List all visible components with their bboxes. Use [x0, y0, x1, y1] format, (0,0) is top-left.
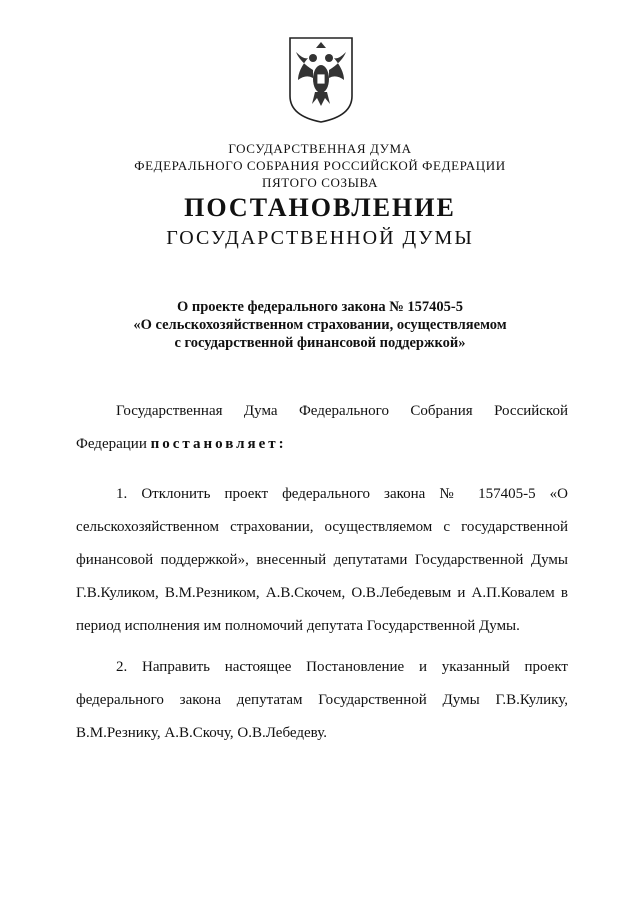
- item-1-paragraph: [76, 478, 568, 643]
- header-line-1: ГОСУДАРСТВЕННАЯ ДУМА: [228, 141, 412, 156]
- project-line-3: с государственной финансовой поддержкой»: [174, 335, 466, 351]
- project-heading: [0, 298, 640, 352]
- item2-line-1: 2. Направить настоящее Постановление и указанный проект: [116, 659, 568, 675]
- item2-line-3: В.М.Резнику, А.В.Скочу, О.В.Лебедеву.: [76, 725, 327, 741]
- intro-verb: постановляет:: [150, 436, 287, 452]
- project-line-1: О проекте федерального закона № 157405-5: [176, 299, 464, 315]
- intro-subject: Федерации: [76, 436, 147, 452]
- issuer-header: [0, 140, 640, 191]
- document-title: ПОСТАНОВЛЕНИЕ: [184, 193, 456, 222]
- intro-line-1: Государственная Дума Федерального Собрания Российской: [116, 403, 568, 419]
- item1-line-3: финансовой поддержкой», внесенный депутатами Государственной Думы: [76, 552, 568, 568]
- item1-line-5: период исполнения им полномочий депутата Государственной Думы.: [76, 618, 520, 634]
- project-line-2: «О сельскохозяйственном страховании, осуществляемом: [133, 317, 507, 333]
- header-line-3: ПЯТОГО СОЗЫВА: [262, 175, 378, 190]
- item-2-paragraph: [76, 651, 568, 750]
- intro-paragraph: [76, 395, 568, 461]
- item1-line-2: сельскохозяйственном страховании, осуществляемом с государственной: [76, 519, 568, 535]
- item2-line-2: федерального закона депутатам Государственной Думы Г.В.Кулику,: [76, 692, 568, 708]
- document-subtitle: ГОСУДАРСТВЕННОЙ ДУМЫ: [166, 227, 474, 249]
- intro-line-2: [76, 428, 568, 461]
- header-line-2: ФЕДЕРАЛЬНОГО СОБРАНИЯ РОССИЙСКОЙ ФЕДЕРАЦИИ: [134, 158, 506, 173]
- russian-coat-of-arms-icon: [286, 34, 356, 124]
- item1-line-4: Г.В.Куликом, В.М.Резником, А.В.Скочем, О.В.Лебедевым и А.П.Ковалем в: [76, 585, 568, 601]
- item1-line-1: 1. Отклонить проект федерального закона № 157405-5 «О: [116, 486, 568, 502]
